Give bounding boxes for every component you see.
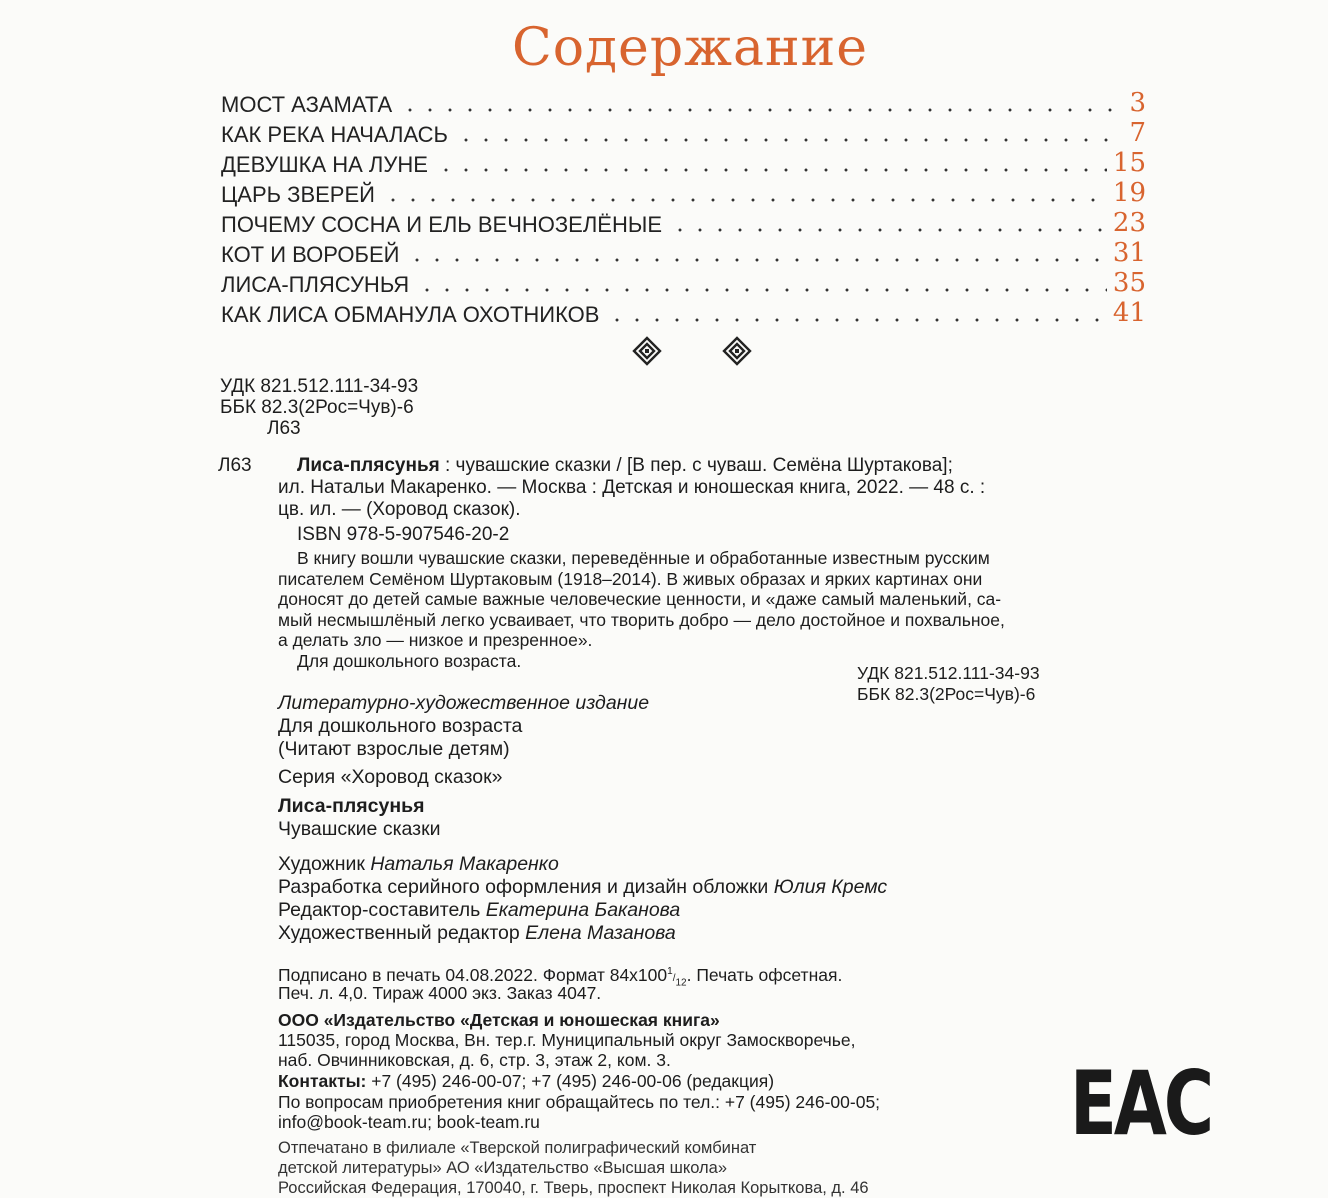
toc-entry-page: 7 bbox=[1129, 118, 1146, 148]
edition-age: Для дошкольного возраста bbox=[278, 715, 523, 737]
annotation-line: мый несмышлёный легко усваивает, что творить добро — дело достойное и похвальное, bbox=[278, 609, 1005, 630]
print-info-line: Подписано в печать 04.08.2022. Формат $84х100^1/_{12}$. Печать офсетная. bbox=[278, 964, 843, 989]
toc-entry-page: 31 bbox=[1112, 238, 1146, 268]
catalog-bbk: ББК 82.3(2Рос=Чув)-6 bbox=[857, 684, 1036, 704]
credit-role: Художник bbox=[278, 853, 371, 875]
edition-type: Литературно-художественное издание bbox=[278, 692, 650, 714]
toc-entry-page: 35 bbox=[1112, 268, 1146, 298]
credit-name: Наталья Макаренко bbox=[370, 853, 559, 875]
edition-subtitle: Чувашские сказки bbox=[278, 818, 441, 840]
credit-role: Художественный редактор bbox=[278, 922, 526, 944]
credit-line bbox=[278, 899, 680, 922]
print-method: . Печать офсетная. bbox=[686, 964, 843, 985]
publisher-name: ООО «Издательство «Детская и юношеская книга» bbox=[278, 1010, 720, 1030]
printed-by-line: Отпечатано в филиале «Тверской полиграфический комбинат bbox=[278, 1139, 757, 1157]
credit-name: Екатерина Баканова bbox=[485, 899, 681, 921]
toc-entry-page: 23 bbox=[1112, 208, 1146, 238]
catalog-line-3: цв. ил. — (Хоровод сказок). bbox=[278, 499, 521, 520]
toc-entry-label: КАК РЕКА НАЧАЛАСЬ bbox=[221, 122, 448, 147]
toc-entry-label: ДЕВУШКА НА ЛУНЕ bbox=[221, 152, 428, 177]
page-title: Содержание bbox=[511, 18, 869, 78]
toc-entry-page: 15 bbox=[1112, 148, 1146, 178]
chuvash-ornament-icon bbox=[722, 336, 752, 366]
bbk-code: ББК 82.3(2Рос=Чув)-6 bbox=[220, 397, 414, 418]
toc-leader-dots bbox=[400, 108, 1112, 112]
isbn: ISBN 978-5-907546-20-2 bbox=[297, 524, 510, 545]
contacts-label: Контакты: bbox=[278, 1071, 367, 1091]
publisher-web[interactable]: info@book-team.ru; book-team.ru bbox=[278, 1112, 540, 1132]
edition-series: Серия «Хоровод сказок» bbox=[278, 766, 503, 788]
table-of-contents bbox=[221, 88, 1146, 328]
format-fraction-numerator: 1 bbox=[667, 966, 673, 977]
catalog-title: Лиса-плясунья bbox=[297, 455, 440, 476]
credit-role: Разработка серийного оформления и дизайн обложки bbox=[278, 876, 774, 898]
edition-readers: (Читают взрослые детям) bbox=[278, 738, 510, 760]
credit-name: Елена Мазанова bbox=[525, 922, 676, 944]
contacts-phones: +7 (495) 246-00-07; +7 (495) 246-00-06 (редакция) bbox=[366, 1071, 775, 1091]
toc-entry-page: 19 bbox=[1112, 178, 1146, 208]
credit-line bbox=[278, 853, 559, 876]
toc-entry-label: КАК ЛИСА ОБМАНУЛА ОХОТНИКОВ bbox=[221, 302, 600, 327]
annotation-line: а делать зло — низкое и презренное». bbox=[278, 630, 593, 650]
toc-leader-dots bbox=[417, 288, 1107, 292]
publisher-address: 115035, город Москва, Вн. тер.г. Муниципальный округ Замоскворечье, bbox=[278, 1030, 856, 1050]
toc-entry[interactable] bbox=[221, 178, 1146, 208]
udk-code: УДК 821.512.111-34-93 bbox=[220, 376, 419, 397]
catalog-udk: УДК 821.512.111-34-93 bbox=[857, 663, 1040, 683]
author-mark: Л63 bbox=[267, 418, 301, 439]
publisher-address: наб. Овчинниковская, д. 6, стр. 3, этаж 2, ком. 3. bbox=[278, 1050, 671, 1070]
toc-entry-label: КОТ И ВОРОБЕЙ bbox=[221, 242, 400, 267]
toc-entry[interactable] bbox=[221, 238, 1146, 268]
credit-name: Юлия Кремс bbox=[773, 876, 888, 898]
chuvash-ornament-icon bbox=[632, 336, 662, 366]
toc-entry-label: ПОЧЕМУ СОСНА И ЕЛЬ ВЕЧНОЗЕЛЁНЫЕ bbox=[221, 212, 662, 237]
toc-entry-page: 3 bbox=[1129, 88, 1146, 118]
toc-entry[interactable] bbox=[221, 148, 1146, 178]
eac-mark: EAC bbox=[1070, 1052, 1212, 1155]
annotation-line: В книгу вошли чувашские сказки, переведённые и обработанные известным русским bbox=[297, 548, 990, 568]
print-run: Печ. л. 4,0. Тираж 4000 экз. Заказ 4047. bbox=[278, 983, 602, 1003]
toc-leader-dots bbox=[670, 228, 1107, 232]
catalog-mark: Л63 bbox=[218, 455, 252, 476]
printed-by-line: Российская Федерация, 170040, г. Тверь, проспект Николая Корыткова, д. 46 bbox=[278, 1179, 869, 1197]
toc-leader-dots bbox=[456, 138, 1112, 142]
catalog-line-1-rest: : чувашские сказки / [В пер. с чуваш. Семёна Шуртакова]; bbox=[439, 455, 953, 476]
credit-role: Редактор-составитель bbox=[278, 899, 486, 921]
catalog-age: Для дошкольного возраста. bbox=[297, 650, 522, 671]
edition-book-title: Лиса-плясунья bbox=[278, 795, 425, 817]
catalog-line-2: ил. Натальи Макаренко. — Москва : Детская и юношеская книга, 2022. — 48 с. : bbox=[278, 477, 986, 498]
annotation-line: писателем Семёном Шуртаковым (1918–2014). В живых образах и ярких картинах они bbox=[278, 568, 983, 589]
print-format: Подписано в печать 04.08.2022. Формат 84х100 bbox=[278, 964, 668, 985]
toc-entry[interactable] bbox=[221, 118, 1146, 148]
printed-by-line: детской литературы» АО «Издательство «Высшая школа» bbox=[278, 1159, 728, 1177]
annotation-line: доносят до детей самые важные человеческие ценности, и «даже самый маленький, са- bbox=[278, 589, 1002, 609]
toc-entry-label: ЛИСА-ПЛЯСУНЬЯ bbox=[221, 272, 410, 297]
toc-entry[interactable] bbox=[221, 298, 1146, 328]
toc-leader-dots bbox=[436, 168, 1107, 172]
credit-line bbox=[278, 922, 676, 945]
toc-entry[interactable] bbox=[221, 268, 1146, 298]
toc-entry-page: 41 bbox=[1112, 298, 1146, 328]
toc-entry-label: МОСТ АЗАМАТА bbox=[221, 92, 393, 117]
toc-leader-dots bbox=[607, 318, 1106, 322]
toc-entry-label: ЦАРЬ ЗВЕРЕЙ bbox=[221, 182, 375, 207]
catalog-line-1 bbox=[297, 455, 953, 477]
publisher-contacts bbox=[278, 1071, 774, 1092]
toc-leader-dots bbox=[407, 258, 1106, 262]
toc-entry[interactable] bbox=[221, 208, 1146, 238]
format-fraction-denominator: 12 bbox=[675, 977, 687, 989]
toc-entry[interactable] bbox=[221, 88, 1146, 118]
toc-leader-dots bbox=[383, 198, 1107, 202]
credit-line bbox=[278, 876, 887, 899]
publisher-orders: По вопросам приобретения книг обращайтесь по тел.: +7 (495) 246-00-05; bbox=[278, 1092, 881, 1112]
